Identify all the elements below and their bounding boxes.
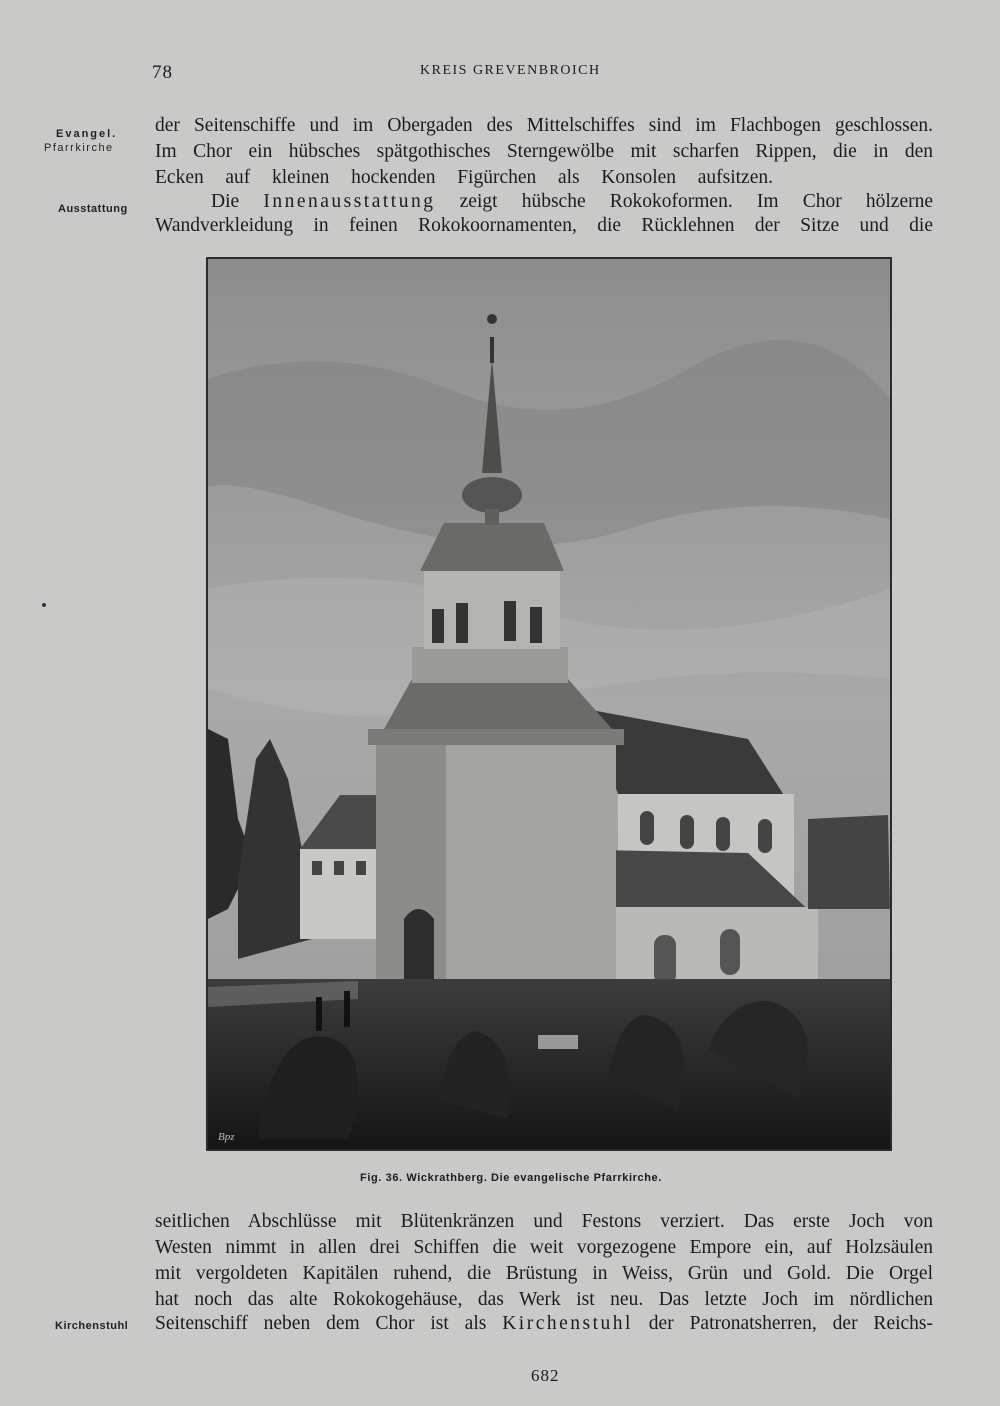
paper-speck <box>42 603 46 607</box>
church-illustration <box>208 259 890 1149</box>
plate-monogram: Bpz <box>218 1131 235 1143</box>
figure-plate-photo <box>206 257 892 1151</box>
body-text-line: Im Chor ein hübsches spätgothisches Sterngewölbe mit scharfen Rippen, die in den <box>155 141 933 162</box>
body-text-line: Seitenschiff neben dem Chor ist als Kirchenstuhl der Patronatsherren, der Reichs- <box>155 1313 934 1334</box>
spaced-term-kirchenstuhl: Kirchenstuhl <box>502 1313 633 1334</box>
running-title: KREIS GREVENBROICH <box>420 63 601 78</box>
margin-note-pfarrkirche: Pfarrkirche <box>44 142 114 154</box>
body-text-line: seitlichen Abschlüsse mit Blütenkränzen und Festons verziert. Das erste Joch von <box>155 1211 933 1232</box>
margin-note-kirchenstuhl: Kirchenstuhl <box>55 1320 129 1332</box>
body-text-line: mit vergoldeten Kapitälen ruhend, die Brüstung in Weiss, Grün und Gold. Die Orgel <box>155 1263 933 1284</box>
body-text-line: Ecken auf kleinen hockenden Figürchen als Konsolen aufsitzen. <box>155 167 773 188</box>
body-text-line: der Seitenschiffe und im Obergaden des Mittelschiffes sind im Flachbogen geschlossen. <box>155 115 933 136</box>
spaced-term-innenausstattung: Innenausstattung <box>263 191 436 212</box>
page-number: 78 <box>152 62 173 83</box>
body-text-line: Wandverkleidung in feinen Rokokoornamenten, die Rücklehnen der Sitze und die <box>155 215 933 236</box>
margin-note-ausstattung: Ausstattung <box>58 203 128 215</box>
body-text-line: Westen nimmt in allen drei Schiffen die weit vorgezogene Empore ein, auf Holzsäulen <box>155 1237 933 1258</box>
body-text-line: Die Innenausstattung zeigt hübsche Rokokoformen. Im Chor hölzerne <box>211 191 933 212</box>
margin-note-evangel: Evangel. <box>56 128 118 140</box>
body-text-line: hat noch das alte Rokokogehäuse, das Werk ist neu. Das letzte Joch im nördlichen <box>155 1289 933 1310</box>
signature-mark: 682 <box>531 1366 560 1385</box>
figure-caption: Fig. 36. Wickrathberg. Die evangelische Pfarrkirche. <box>360 1172 662 1184</box>
